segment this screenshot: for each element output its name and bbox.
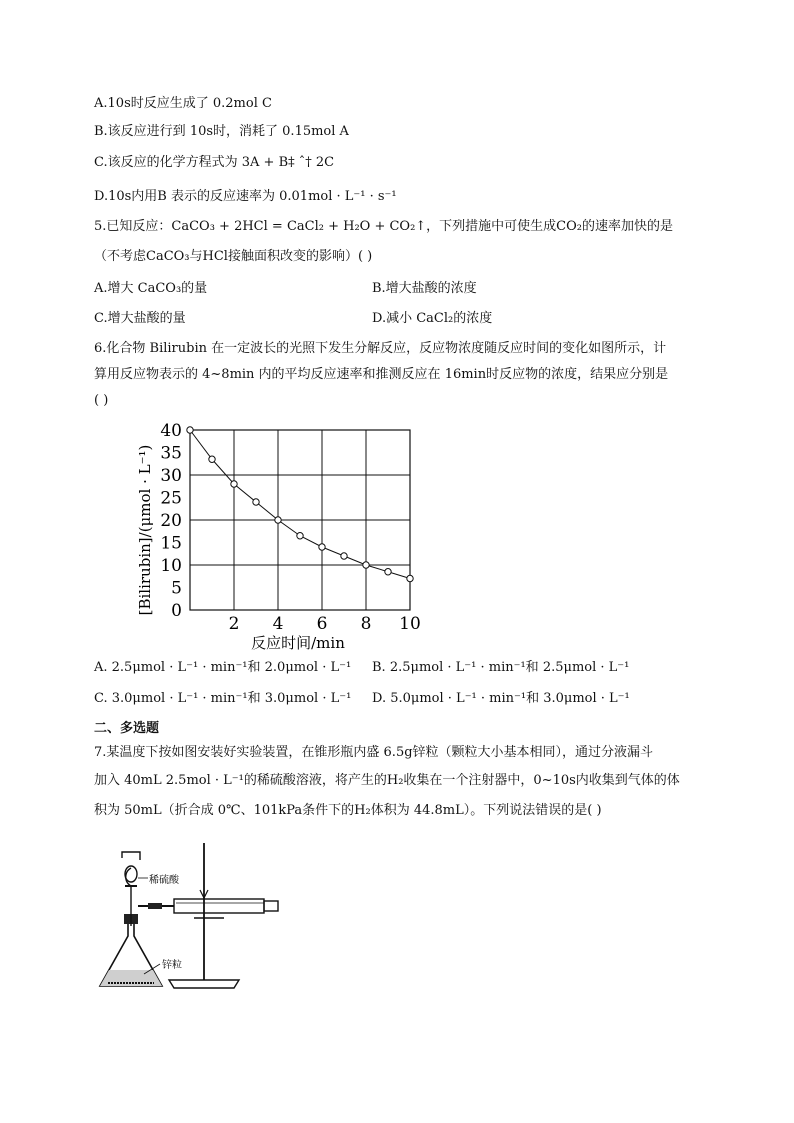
- chart-x-label: 反应时间/min: [251, 634, 345, 652]
- q6-option-a: A. 2.5μmol · L⁻¹ · min⁻¹和 2.0μmol · L⁻¹: [94, 660, 352, 675]
- q7-stem-line2: 加入 40mL 2.5mol · L⁻¹的稀硫酸溶液，将产生的H₂收集在一个注射器中，0~10s内收集到气体的体: [94, 773, 680, 788]
- q5-stem-line1: 5.已知反应：CaCO₃ + 2HCl = CaCl₂ + H₂O + CO₂↑，下列措施中可使生成CO₂的速率加快的是: [94, 219, 674, 234]
- syringe-icon: [174, 899, 264, 913]
- y-tick-label: 30: [160, 466, 182, 486]
- x-tick-label: 2: [228, 614, 240, 634]
- q7-stem-line3: 积为 50mL（折合成 0℃、101kPa条件下的H₂体积为 44.8mL）。下列说法错误的是( ): [94, 803, 602, 818]
- data-point: [253, 499, 259, 505]
- y-tick-label: 10: [160, 556, 182, 576]
- data-point: [231, 481, 237, 487]
- q5-stem-line2: （不考虑CaCO₃与HCl接触面积改变的影响）( ): [94, 249, 373, 264]
- q5-option-a: A.增大 CaCO₃的量: [94, 281, 208, 296]
- data-point: [363, 562, 369, 568]
- y-tick-label: 35: [160, 443, 182, 464]
- label-dilute-acid: 稀硫酸: [149, 875, 179, 886]
- q4-option-d: D.10s内用B 表示的反应速率为 0.01mol · L⁻¹ · s⁻¹: [94, 189, 397, 204]
- label-zinc: 锌粒: [162, 960, 182, 971]
- apparatus-diagram: [94, 838, 294, 998]
- data-point: [275, 517, 281, 523]
- q5-option-d: D.减小 CaCl₂的浓度: [372, 311, 493, 326]
- data-point: [319, 544, 325, 550]
- data-point: [297, 533, 303, 539]
- y-tick-label: 40: [160, 421, 182, 441]
- q4-option-b: B.该反应进行到 10s时，消耗了 0.15mol A: [94, 124, 349, 139]
- x-tick-label: 8: [360, 614, 372, 634]
- q4-option-a: A.10s时反应生成了 0.2mol C: [94, 96, 272, 111]
- q5-option-c: C.增大盐酸的量: [94, 311, 186, 326]
- y-tick-label: 15: [160, 533, 182, 554]
- q4-option-c: C.该反应的化学方程式为 3A + B‡ ˆ† 2C: [94, 155, 335, 170]
- y-tick-label: 20: [160, 511, 182, 531]
- series-line: [190, 430, 410, 579]
- q7-stem-line1: 7.某温度下按如图安装好实验装置，在锥形瓶内盛 6.5g锌粒（颗粒大小基本相同），通过分液漏斗: [94, 745, 654, 760]
- data-point: [187, 427, 193, 433]
- q6-stem-line1: 6.化合物 Bilirubin 在一定波长的光照下发生分解反应，反应物浓度随反应时间的变化如图所示，计: [94, 341, 667, 356]
- section-heading: 二、多选题: [94, 721, 160, 736]
- data-point: [385, 569, 391, 575]
- x-tick-label: 6: [316, 614, 328, 634]
- q6-option-d: D. 5.0μmol · L⁻¹ · min⁻¹和 3.0μmol · L⁻¹: [372, 691, 630, 706]
- data-point: [341, 553, 347, 559]
- y-tick-label: 25: [160, 488, 182, 509]
- y-tick-label: 0: [171, 601, 182, 621]
- x-tick-label: 10: [399, 614, 421, 634]
- chart-y-label: [Bilirubin]/(μmol · L⁻¹): [136, 444, 154, 616]
- q6-option-b: B. 2.5μmol · L⁻¹ · min⁻¹和 2.5μmol · L⁻¹: [372, 660, 630, 675]
- q5-option-b: B.增大盐酸的浓度: [372, 281, 477, 296]
- y-tick-label: 5: [171, 578, 182, 599]
- x-tick-label: 4: [272, 614, 284, 634]
- bilirubin-chart: [130, 418, 430, 658]
- q6-stem-line2: 算用反应物表示的 4~8min 内的平均反应速率和推测反应在 16min时反应物的浓度，结果应分别是: [94, 367, 669, 382]
- q6-option-c: C. 3.0μmol · L⁻¹ · min⁻¹和 3.0μmol · L⁻¹: [94, 691, 352, 706]
- q6-stem-line3: ( ): [94, 393, 109, 408]
- data-point: [209, 456, 215, 462]
- data-point: [407, 575, 413, 581]
